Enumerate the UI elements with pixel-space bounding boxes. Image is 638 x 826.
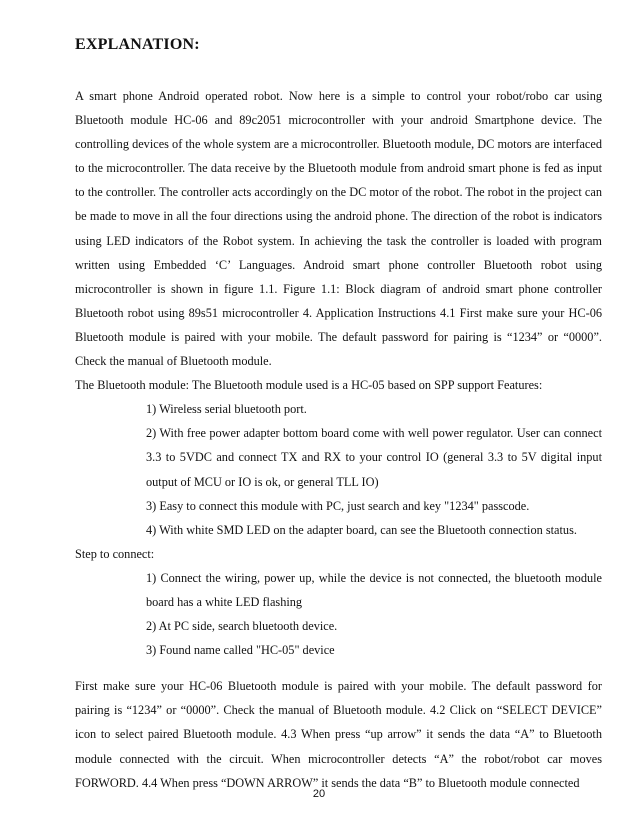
step-item: 2) At PC side, search bluetooth device. — [146, 619, 338, 634]
feature-item: 2) With free power adapter bottom board come with well power regulator. User can connect 3.3 to 5VDC and connect TX and RX to your control IO (general 3.3 to 5V digital input output of MCU or IO is ok, or general TLL IO) — [146, 426, 602, 489]
feature-item: 4) With white SMD LED on the adapter board, can see the Bluetooth connection status. — [146, 522, 577, 537]
module-line: The Bluetooth module: The Bluetooth module used is a HC-05 based on SPP support Features: — [75, 378, 543, 393]
step-item: 1) Connect the wiring, power up, while the device is not connected, the bluetooth module board has a white LED flashing — [146, 570, 602, 609]
closing-paragraph: First make sure your HC-06 Bluetooth module is paired with your mobile. The default password for pairing is “1234” or “0000”. Check the manual of Bluetooth module. 4.2 Click on “SELECT DEVICE” icon to select paired Bluetooth module. 4.3 When press “up arrow” it sends the data “A” to Bluetooth module connected with the circuit. When microcontroller detects “A” the robot/robot car moves FORWORD. 4.4 When press “DOWN ARROW” it sends the data “B” to Bluetooth module connected — [75, 679, 602, 790]
step-heading: Step to connect: — [75, 546, 155, 561]
intro-paragraph: A smart phone Android operated robot. Now here is a simple to control your robot/robo car using Bluetooth module HC-06 and 89c2051 microcontroller with your android Smartphone device. The controlling devices of the whole system are a microcontroller. Bluetooth module, DC motors are interfaced to the microcontroller. The data receive by the Bluetooth module from android smart phone is fed as input to the controller. The controller acts accordingly on the DC motor of the robot. The robot in the project can be made to move in all the four directions using the android phone. The direction of the robot is indicators using LED indicators of the Robot system. In achieving the task the controller is loaded with program written using Embedded ‘C’ Languages. Android smart phone controller Bluetooth robot using microcontroller is shown in figure 1.1. Figure 1.1: Block diagram of android smart phone controller Bluetooth robot using 89s51 microcontroller 4. Application Instructions 4.1 First make sure your HC-06 Bluetooth module is paired with your mobile. The default password for pairing is “1234” or “0000”. Check the manual of Bluetooth module. — [75, 89, 602, 369]
document-body — [75, 84, 602, 795]
page-number: 20 — [312, 788, 326, 800]
feature-item: 3) Easy to connect this module with PC, just search and key "1234" passcode. — [146, 498, 530, 513]
step-item: 3) Found name called "HC-05" device — [146, 643, 335, 658]
paragraph-gap — [75, 662, 602, 674]
section-heading: EXPLANATION: — [75, 36, 200, 53]
feature-item: 1) Wireless serial bluetooth port. — [146, 402, 307, 417]
